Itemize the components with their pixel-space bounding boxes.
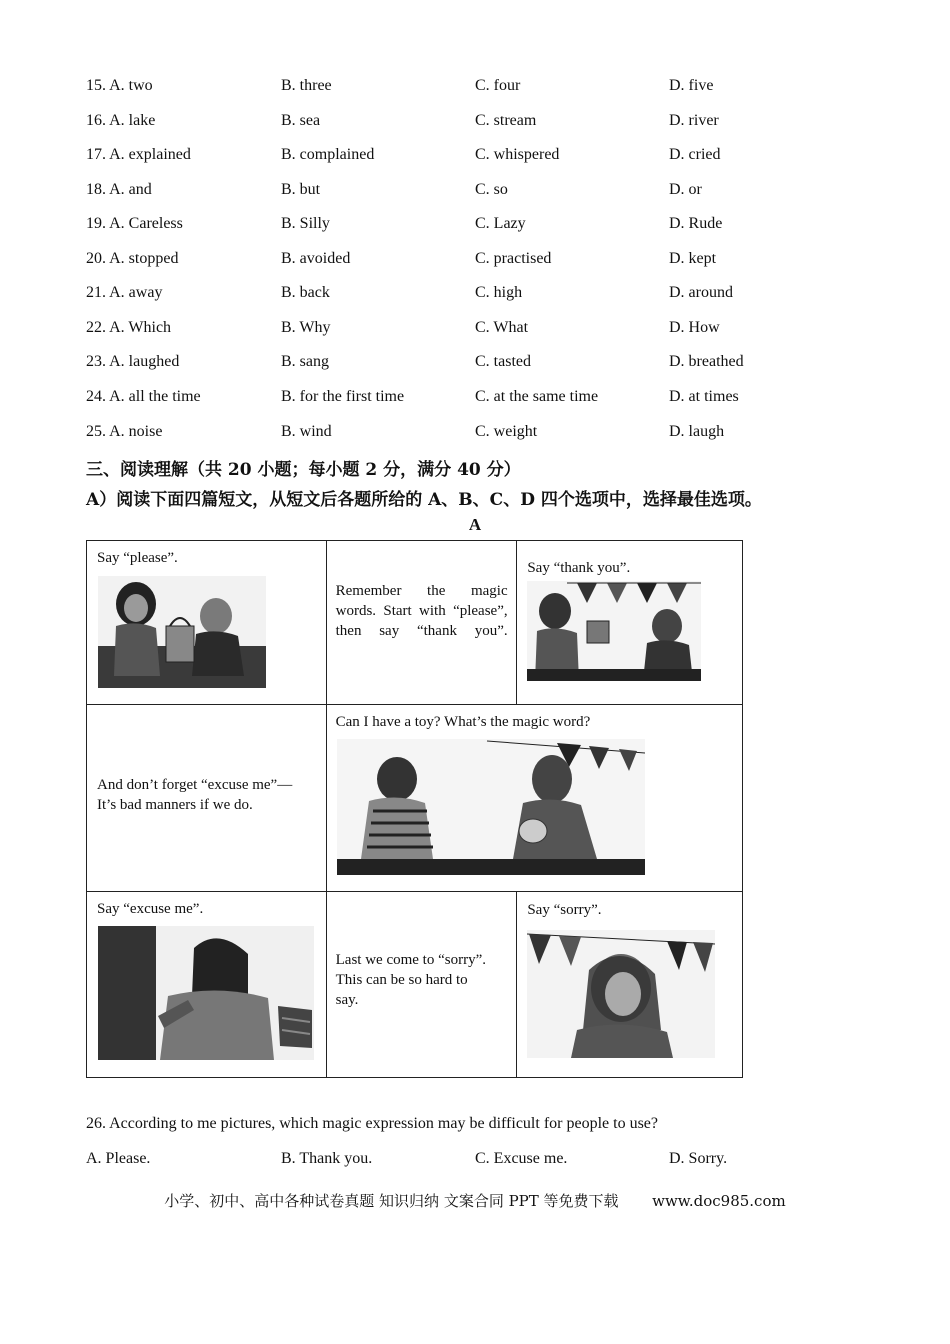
grid-cell [517, 892, 743, 1078]
grid-cell [517, 541, 743, 705]
grid-cell [326, 541, 517, 705]
option-c: C. Excuse me. [475, 1150, 568, 1167]
cell-caption: Say “thank you”. [527, 560, 631, 576]
option-c: C. whispered [475, 146, 560, 163]
option-a: 17. A. explained [86, 146, 191, 163]
sorry-text-line2: This can be so hard to [335, 972, 468, 988]
option-row-22 [0, 316, 950, 340]
option-b: B. sang [281, 353, 329, 370]
option-c: C. high [475, 284, 523, 301]
option-b: B. sea [281, 112, 321, 129]
option-b: B. Why [281, 319, 331, 336]
option-a: 20. A. stopped [86, 250, 179, 267]
option-b: B. wind [281, 423, 332, 440]
question-26 [0, 1112, 950, 1136]
grid-cell [326, 892, 517, 1078]
section-title: 三、阅读理解（共 20 小题；每小题 2 分，满分 40 分） [86, 460, 521, 480]
option-d: D. river [669, 112, 719, 129]
sorry-text-line1: Last we come to “sorry”. [335, 952, 486, 968]
option-b: B. Thank you. [281, 1150, 373, 1167]
option-c: C. stream [475, 112, 537, 129]
excuse-me-reminder-line1: And don’t forget “excuse me”— [97, 777, 293, 793]
cell-caption: Can I have a toy? What’s the magic word? [335, 714, 591, 730]
option-c: C. weight [475, 423, 538, 440]
page-footer [0, 1190, 950, 1211]
children-with-toy-photo [337, 739, 645, 875]
option-b: B. for the first time [281, 388, 405, 405]
option-a: 16. A. lake [86, 112, 156, 129]
option-d: D. Sorry. [669, 1150, 728, 1167]
option-row-25 [0, 420, 950, 444]
option-c: C. What [475, 319, 529, 336]
option-c: C. Lazy [475, 215, 526, 232]
grid-cell [87, 892, 327, 1078]
cell-caption: Say “please”. [97, 550, 178, 566]
option-d: D. at times [669, 388, 739, 405]
option-d: D. Rude [669, 215, 723, 232]
option-b: B. but [281, 181, 321, 198]
option-a: 24. A. all the time [86, 388, 201, 405]
option-a: 25. A. noise [86, 423, 163, 440]
option-row-17 [0, 143, 950, 167]
option-b: B. Silly [281, 215, 330, 232]
grid-cell [87, 541, 327, 705]
option-d: D. five [669, 77, 714, 94]
option-a: 22. A. Which [86, 319, 172, 336]
option-a: 18. A. and [86, 181, 152, 198]
footer-text: 小学、初中、高中各种试卷真题 知识归纳 文案合同 PPT 等免费下载 [164, 1192, 619, 1210]
option-d: D. kept [669, 250, 717, 267]
option-c: C. so [475, 181, 508, 198]
option-d: D. around [669, 284, 733, 301]
passage-label: A [468, 515, 482, 534]
option-b: B. avoided [281, 250, 351, 267]
option-a: 15. A. two [86, 77, 153, 94]
picture-grid [86, 540, 743, 1078]
option-a: A. Please. [86, 1150, 151, 1167]
girl-looking-up-photo [98, 926, 314, 1060]
question-26-options [0, 1147, 950, 1171]
option-d: D. How [669, 319, 720, 336]
option-row-24 [0, 385, 950, 409]
option-row-20 [0, 247, 950, 271]
option-b: B. complained [281, 146, 375, 163]
section-instruction: A）阅读下面四篇短文，从短文后各题所给的 A、B、C、D 四个选项中，选择最佳选项。 [86, 490, 762, 510]
option-d: D. breathed [669, 353, 744, 370]
footer-url: www.doc985.com [652, 1192, 786, 1210]
option-row-15 [0, 74, 950, 98]
option-c: C. tasted [475, 353, 531, 370]
option-d: D. or [669, 181, 702, 198]
option-row-21 [0, 281, 950, 305]
excuse-me-reminder-line2: It’s bad manners if we do. [97, 797, 253, 813]
option-row-18 [0, 178, 950, 202]
sorry-text-line3: say. [335, 992, 359, 1008]
option-c: C. practised [475, 250, 552, 267]
magic-words-text: Remember the magic words. Start with “please”, then say “thank you”. [335, 583, 508, 639]
option-d: D. laugh [669, 423, 725, 440]
question-stem: 26. According to me pictures, which magic expression may be difficult for people to use? [86, 1115, 658, 1132]
sad-girl-photo [527, 930, 715, 1058]
grid-cell [87, 705, 327, 892]
option-b: B. three [281, 77, 332, 94]
option-c: C. at the same time [475, 388, 599, 405]
option-c: C. four [475, 77, 521, 94]
grid-cell [326, 705, 742, 892]
option-d: D. cried [669, 146, 721, 163]
option-row-16 [0, 109, 950, 133]
cell-caption: Say “excuse me”. [97, 901, 204, 917]
option-a: 21. A. away [86, 284, 163, 301]
option-row-19 [0, 212, 950, 236]
option-b: B. back [281, 284, 330, 301]
option-a: 19. A. Careless [86, 215, 183, 232]
option-a: 23. A. laughed [86, 353, 180, 370]
children-sharing-photo [98, 576, 266, 688]
option-row-23 [0, 350, 950, 374]
cell-caption: Say “sorry”. [527, 902, 602, 918]
giving-gift-photo [527, 581, 701, 681]
